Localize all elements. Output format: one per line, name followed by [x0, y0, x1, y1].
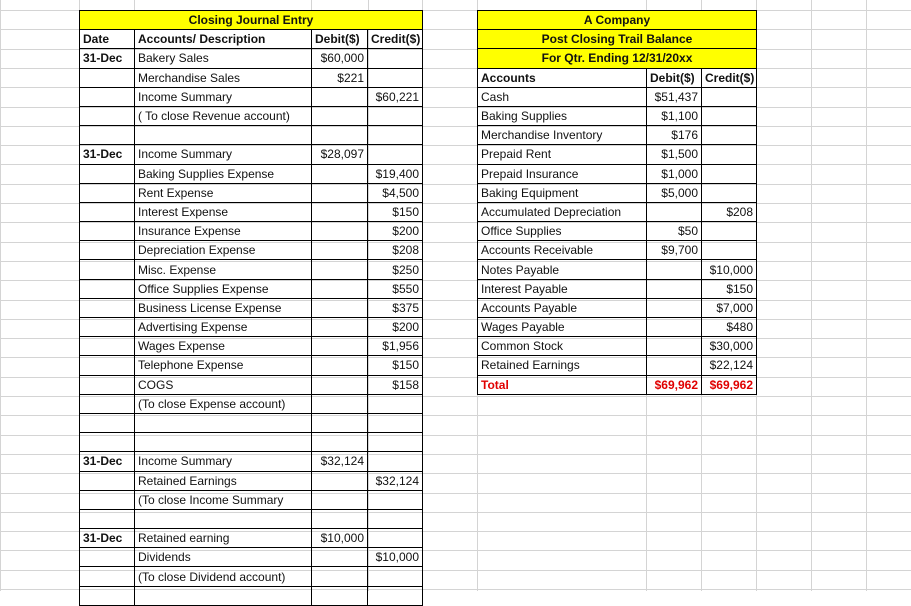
journal-cell-debit[interactable]: $10,000	[312, 529, 368, 548]
trial-row	[478, 337, 757, 356]
trial-cell-debit[interactable]	[647, 356, 702, 375]
journal-cell-debit[interactable]	[312, 356, 368, 375]
trial-title-row	[478, 30, 757, 49]
trial-cell-credit[interactable]	[702, 145, 757, 164]
trial-cell-debit[interactable]	[647, 202, 702, 221]
trial-cell-debit[interactable]: $1,500	[647, 145, 702, 164]
trial-cell-debit[interactable]	[647, 318, 702, 337]
trial-row	[478, 87, 757, 106]
trial-cell-account[interactable]: Wages Payable	[478, 318, 647, 337]
header-account[interactable]: Accounts/ Description	[135, 30, 312, 49]
journal-row	[80, 202, 423, 221]
journal-cell-credit[interactable]	[368, 452, 423, 471]
trial-cell-debit[interactable]: $5,000	[647, 183, 702, 202]
journal-cell-date[interactable]	[80, 490, 135, 509]
journal-cell-credit[interactable]	[368, 490, 423, 509]
journal-cell-debit[interactable]: $28,097	[312, 145, 368, 164]
journal-cell-credit[interactable]	[368, 49, 423, 68]
closing-journal-table	[79, 10, 423, 606]
trial-cell-account[interactable]: Accounts Payable	[478, 298, 647, 317]
journal-cell-date[interactable]	[80, 586, 135, 605]
trial-cell-account[interactable]: Accounts Receivable	[478, 241, 647, 260]
journal-cell-debit[interactable]	[312, 222, 368, 241]
journal-row	[80, 452, 423, 471]
journal-cell-debit[interactable]	[312, 202, 368, 221]
journal-cell-debit[interactable]	[312, 298, 368, 317]
journal-cell-debit[interactable]	[312, 87, 368, 106]
journal-cell-account[interactable]: COGS	[135, 375, 312, 394]
trial-row	[478, 298, 757, 317]
trial-total-row	[478, 375, 757, 394]
journal-row	[80, 394, 423, 413]
journal-cell-date[interactable]	[80, 87, 135, 106]
journal-cell-date[interactable]	[80, 298, 135, 317]
trial-cell-credit[interactable]	[702, 222, 757, 241]
journal-cell-date[interactable]	[80, 164, 135, 183]
trial-company-row	[478, 11, 757, 30]
journal-row	[80, 49, 423, 68]
journal-cell-credit[interactable]	[368, 126, 423, 145]
journal-cell-account[interactable]: Interest Expense	[135, 202, 312, 221]
trial-cell-credit[interactable]	[702, 164, 757, 183]
trial-row	[478, 164, 757, 183]
trial-cell-account[interactable]: Accumulated Depreciation	[478, 202, 647, 221]
trial-cell-debit[interactable]: $51,437	[647, 87, 702, 106]
trial-row	[478, 222, 757, 241]
trial-cell-credit[interactable]: $10,000	[702, 260, 757, 279]
journal-cell-account[interactable]: Retained Earnings	[135, 471, 312, 490]
trial-cell-credit[interactable]: $208	[702, 202, 757, 221]
trial-cell-account[interactable]: Notes Payable	[478, 260, 647, 279]
trial-header-debit[interactable]: Debit($)	[647, 68, 702, 87]
trial-cell-debit[interactable]	[647, 298, 702, 317]
journal-cell-account[interactable]: Advertising Expense	[135, 318, 312, 337]
trial-row	[478, 183, 757, 202]
journal-cell-debit[interactable]	[312, 337, 368, 356]
journal-cell-account[interactable]: Wages Expense	[135, 337, 312, 356]
journal-cell-date[interactable]	[80, 126, 135, 145]
journal-cell-debit[interactable]	[312, 413, 368, 432]
journal-cell-date[interactable]	[80, 337, 135, 356]
journal-cell-credit[interactable]	[368, 586, 423, 605]
journal-cell-credit[interactable]: $200	[368, 222, 423, 241]
journal-cell-debit[interactable]	[312, 164, 368, 183]
journal-cell-debit[interactable]	[312, 490, 368, 509]
journal-header-row	[80, 30, 423, 49]
trial-cell-debit[interactable]: $50	[647, 222, 702, 241]
header-date[interactable]: Date	[80, 30, 135, 49]
trial-cell-account[interactable]: Interest Payable	[478, 279, 647, 298]
journal-cell-date[interactable]	[80, 279, 135, 298]
journal-cell-credit[interactable]: $550	[368, 279, 423, 298]
trial-title[interactable]: Post Closing Trail Balance	[478, 30, 757, 49]
journal-cell-account[interactable]: (To close Expense account)	[135, 394, 312, 413]
trial-cell-account[interactable]: Merchandise Inventory	[478, 126, 647, 145]
journal-cell-debit[interactable]: $221	[312, 68, 368, 87]
journal-cell-account[interactable]: Rent Expense	[135, 183, 312, 202]
journal-cell-account[interactable]: Office Supplies Expense	[135, 279, 312, 298]
trial-row	[478, 202, 757, 221]
journal-cell-credit[interactable]	[368, 413, 423, 432]
journal-row	[80, 87, 423, 106]
journal-cell-account[interactable]: Baking Supplies Expense	[135, 164, 312, 183]
trial-cell-debit[interactable]: $176	[647, 126, 702, 145]
journal-row	[80, 145, 423, 164]
trial-cell-account[interactable]: Common Stock	[478, 337, 647, 356]
journal-cell-credit[interactable]	[368, 68, 423, 87]
journal-row	[80, 68, 423, 87]
journal-row	[80, 356, 423, 375]
journal-row	[80, 471, 423, 490]
journal-row	[80, 433, 423, 452]
journal-cell-debit[interactable]	[312, 375, 368, 394]
journal-cell-date[interactable]	[80, 356, 135, 375]
journal-cell-credit[interactable]: $1,956	[368, 337, 423, 356]
trial-cell-credit[interactable]: $7,000	[702, 298, 757, 317]
trial-total-debit[interactable]: $69,962	[647, 375, 702, 394]
journal-cell-date[interactable]: 31-Dec	[80, 49, 135, 68]
journal-row	[80, 548, 423, 567]
journal-cell-credit[interactable]: $60,221	[368, 87, 423, 106]
journal-cell-credit[interactable]	[368, 509, 423, 528]
trial-cell-account[interactable]: Retained Earnings	[478, 356, 647, 375]
journal-cell-debit[interactable]	[312, 509, 368, 528]
journal-cell-credit[interactable]: $150	[368, 356, 423, 375]
journal-cell-debit[interactable]	[312, 394, 368, 413]
journal-cell-account[interactable]: Telephone Expense	[135, 356, 312, 375]
journal-cell-debit[interactable]	[312, 106, 368, 125]
trial-row	[478, 126, 757, 145]
journal-cell-account[interactable]: (To close Income Summary	[135, 490, 312, 509]
journal-cell-date[interactable]	[80, 394, 135, 413]
journal-cell-date[interactable]: 31-Dec	[80, 529, 135, 548]
journal-cell-debit[interactable]	[312, 318, 368, 337]
trial-cell-account[interactable]: Prepaid Rent	[478, 145, 647, 164]
trial-cell-debit[interactable]	[647, 337, 702, 356]
journal-cell-date[interactable]	[80, 433, 135, 452]
journal-title-row	[80, 11, 423, 30]
journal-cell-credit[interactable]: $375	[368, 298, 423, 317]
journal-row	[80, 126, 423, 145]
trial-period-row	[478, 49, 757, 68]
trial-row	[478, 145, 757, 164]
journal-cell-debit[interactable]	[312, 586, 368, 605]
trial-cell-credit[interactable]: $150	[702, 279, 757, 298]
trial-header-credit[interactable]: Credit($)	[702, 68, 757, 87]
journal-cell-credit[interactable]	[368, 106, 423, 125]
trial-cell-account[interactable]: Baking Equipment	[478, 183, 647, 202]
journal-cell-date[interactable]	[80, 567, 135, 586]
journal-row	[80, 241, 423, 260]
trial-cell-account[interactable]: Office Supplies	[478, 222, 647, 241]
journal-cell-debit[interactable]: $32,124	[312, 452, 368, 471]
journal-cell-debit[interactable]: $60,000	[312, 49, 368, 68]
journal-cell-account[interactable]: Income Summary	[135, 87, 312, 106]
journal-cell-credit[interactable]	[368, 433, 423, 452]
journal-cell-account[interactable]: Merchandise Sales	[135, 68, 312, 87]
trial-cell-account[interactable]: Prepaid Insurance	[478, 164, 647, 183]
header-debit[interactable]: Debit($)	[312, 30, 368, 49]
trial-cell-debit[interactable]	[647, 260, 702, 279]
journal-cell-account[interactable]	[135, 509, 312, 528]
journal-cell-account[interactable]: Business License Expense	[135, 298, 312, 317]
trial-cell-credit[interactable]: $30,000	[702, 337, 757, 356]
journal-cell-credit[interactable]: $250	[368, 260, 423, 279]
trial-period[interactable]: For Qtr. Ending 12/31/20xx	[478, 49, 757, 68]
journal-cell-account[interactable]: (To close Dividend account)	[135, 567, 312, 586]
trial-row	[478, 260, 757, 279]
journal-cell-account[interactable]: Insurance Expense	[135, 222, 312, 241]
journal-row	[80, 509, 423, 528]
trial-total-account[interactable]: Total	[478, 375, 647, 394]
journal-row	[80, 222, 423, 241]
journal-cell-credit[interactable]: $200	[368, 318, 423, 337]
journal-cell-account[interactable]: Income Summary	[135, 145, 312, 164]
journal-cell-date[interactable]	[80, 471, 135, 490]
journal-cell-account[interactable]	[135, 413, 312, 432]
journal-cell-credit[interactable]: $32,124	[368, 471, 423, 490]
journal-cell-debit[interactable]	[312, 183, 368, 202]
journal-cell-date[interactable]	[80, 183, 135, 202]
journal-row	[80, 529, 423, 548]
trial-cell-credit[interactable]	[702, 126, 757, 145]
trial-header-row	[478, 68, 757, 87]
journal-cell-date[interactable]	[80, 413, 135, 432]
journal-cell-credit[interactable]: $158	[368, 375, 423, 394]
trial-row	[478, 241, 757, 260]
journal-row	[80, 298, 423, 317]
trial-cell-credit[interactable]: $480	[702, 318, 757, 337]
journal-cell-date[interactable]	[80, 548, 135, 567]
journal-row	[80, 318, 423, 337]
trial-row	[478, 279, 757, 298]
journal-cell-debit[interactable]	[312, 241, 368, 260]
journal-cell-account[interactable]: Retained earning	[135, 529, 312, 548]
journal-cell-date[interactable]: 31-Dec	[80, 452, 135, 471]
trial-total-credit[interactable]: $69,962	[702, 375, 757, 394]
journal-cell-credit[interactable]	[368, 567, 423, 586]
journal-cell-date[interactable]	[80, 202, 135, 221]
trial-cell-debit[interactable]: $1,100	[647, 106, 702, 125]
journal-cell-account[interactable]: ( To close Revenue account)	[135, 106, 312, 125]
journal-cell-date[interactable]	[80, 241, 135, 260]
trial-row	[478, 106, 757, 125]
trial-cell-credit[interactable]	[702, 241, 757, 260]
journal-cell-account[interactable]: Misc. Expense	[135, 260, 312, 279]
journal-cell-date[interactable]	[80, 260, 135, 279]
trial-cell-account[interactable]: Baking Supplies	[478, 106, 647, 125]
company-name[interactable]: A Company	[478, 11, 757, 30]
journal-row	[80, 260, 423, 279]
journal-cell-debit[interactable]	[312, 260, 368, 279]
journal-cell-account[interactable]	[135, 433, 312, 452]
trial-row	[478, 318, 757, 337]
trial-cell-credit[interactable]	[702, 87, 757, 106]
journal-cell-account[interactable]	[135, 586, 312, 605]
journal-cell-credit[interactable]	[368, 529, 423, 548]
journal-cell-credit[interactable]: $10,000	[368, 548, 423, 567]
trial-cell-credit[interactable]: $22,124	[702, 356, 757, 375]
journal-cell-date[interactable]: 31-Dec	[80, 145, 135, 164]
journal-cell-credit[interactable]: $19,400	[368, 164, 423, 183]
journal-cell-debit[interactable]	[312, 279, 368, 298]
journal-row	[80, 375, 423, 394]
journal-row	[80, 567, 423, 586]
header-credit[interactable]: Credit($)	[368, 30, 423, 49]
journal-cell-account[interactable]	[135, 126, 312, 145]
journal-cell-date[interactable]	[80, 68, 135, 87]
trial-cell-account[interactable]: Cash	[478, 87, 647, 106]
trial-cell-debit[interactable]: $9,700	[647, 241, 702, 260]
journal-cell-account[interactable]: Bakery Sales	[135, 49, 312, 68]
journal-title[interactable]: Closing Journal Entry	[80, 11, 423, 30]
journal-cell-account[interactable]: Dividends	[135, 548, 312, 567]
journal-row	[80, 106, 423, 125]
journal-cell-date[interactable]	[80, 222, 135, 241]
journal-row	[80, 490, 423, 509]
journal-cell-credit[interactable]	[368, 394, 423, 413]
journal-cell-date[interactable]	[80, 375, 135, 394]
journal-cell-account[interactable]: Depreciation Expense	[135, 241, 312, 260]
trial-cell-credit[interactable]	[702, 183, 757, 202]
journal-cell-debit[interactable]	[312, 567, 368, 586]
journal-cell-debit[interactable]	[312, 471, 368, 490]
journal-cell-credit[interactable]: $208	[368, 241, 423, 260]
trial-cell-debit[interactable]	[647, 279, 702, 298]
journal-cell-credit[interactable]	[368, 145, 423, 164]
journal-row	[80, 279, 423, 298]
journal-row	[80, 183, 423, 202]
journal-cell-credit[interactable]: $150	[368, 202, 423, 221]
trial-row	[478, 356, 757, 375]
journal-cell-account[interactable]: Income Summary	[135, 452, 312, 471]
journal-cell-credit[interactable]: $4,500	[368, 183, 423, 202]
journal-cell-date[interactable]	[80, 106, 135, 125]
journal-cell-date[interactable]	[80, 318, 135, 337]
trial-balance-table	[477, 10, 757, 395]
journal-cell-debit[interactable]	[312, 548, 368, 567]
trial-header-account[interactable]: Accounts	[478, 68, 647, 87]
journal-row	[80, 337, 423, 356]
journal-cell-debit[interactable]	[312, 433, 368, 452]
journal-row	[80, 413, 423, 432]
journal-row	[80, 586, 423, 605]
trial-cell-debit[interactable]: $1,000	[647, 164, 702, 183]
journal-row	[80, 164, 423, 183]
journal-cell-debit[interactable]	[312, 126, 368, 145]
journal-cell-date[interactable]	[80, 509, 135, 528]
trial-cell-credit[interactable]	[702, 106, 757, 125]
